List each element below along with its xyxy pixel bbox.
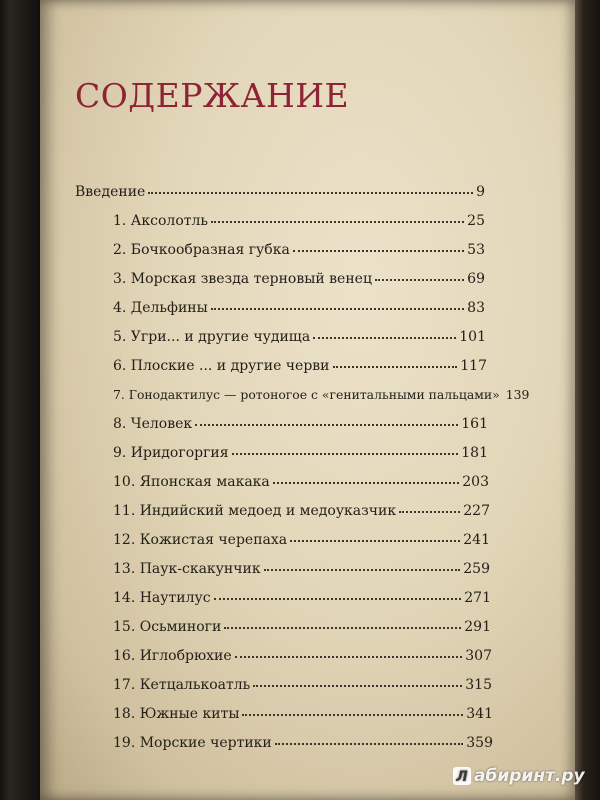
toc-entry-page: 101 — [459, 329, 486, 345]
toc-entry-introduction — [75, 184, 485, 208]
toc-entry-label: 11. Индийский медоед и медоуказчик — [113, 503, 397, 519]
toc-entry-3 — [113, 271, 485, 295]
toc-entry-5 — [113, 329, 486, 353]
dot-leader — [211, 220, 464, 223]
toc-entry-label: 7. Гонодактилус — ротоногое с «генитальными пальцами» — [113, 387, 500, 402]
dot-leader — [264, 568, 461, 571]
labirint-logo-icon — [452, 766, 472, 786]
page-title: СОДЕРЖАНИЕ — [75, 76, 350, 115]
toc-entry-label: 19. Морские чертики — [113, 735, 272, 751]
toc-entry-label: 10. Японская макака — [113, 474, 270, 490]
toc-entry-label: 1. Аксолотль — [113, 213, 209, 229]
toc-entry-label: 13. Паук-скакунчик — [113, 561, 261, 577]
toc-entry-16 — [113, 648, 492, 672]
toc-entry-page: 69 — [467, 271, 485, 287]
toc-entry-page: 271 — [464, 590, 491, 606]
toc-entry-18 — [113, 706, 493, 730]
toc-entry-page: 291 — [464, 619, 491, 635]
toc-entry-page: 227 — [463, 503, 490, 519]
toc-entry-page: 341 — [466, 706, 493, 722]
toc-entry-page: 203 — [462, 474, 489, 490]
toc-entry-label: 2. Бочкообразная губка — [113, 242, 290, 258]
toc-entry-page: 241 — [463, 532, 490, 548]
toc-entry-6 — [113, 358, 487, 382]
toc-entry-page: 359 — [466, 735, 493, 751]
dot-leader — [290, 539, 460, 542]
toc-entry-label: 12. Кожистая черепаха — [113, 532, 288, 548]
toc-entry-page: 117 — [460, 358, 487, 374]
toc-entry-15 — [113, 619, 491, 643]
toc-entry-label: Введение — [75, 184, 146, 200]
toc-entry-page: 25 — [467, 213, 485, 229]
dot-leader — [224, 626, 461, 629]
dot-leader — [235, 655, 463, 658]
dot-leader — [195, 423, 458, 426]
dot-leader — [273, 481, 460, 484]
toc-entry-14 — [113, 590, 491, 614]
dot-leader — [375, 278, 464, 281]
dot-leader — [333, 365, 458, 368]
dot-leader — [399, 510, 460, 513]
toc-entry-11 — [113, 503, 490, 527]
toc-entry-label: 3. Морская звезда терновый венец — [113, 271, 372, 287]
toc-entry-19 — [113, 735, 493, 759]
toc-entry-9 — [113, 445, 488, 469]
labirint-watermark — [452, 766, 585, 786]
toc-entry-8 — [113, 416, 488, 440]
dot-leader — [293, 249, 464, 252]
toc-entry-page: 307 — [465, 648, 492, 664]
toc-entry-label: 6. Плоские ... и другие черви — [113, 358, 330, 374]
toc-entry-17 — [113, 677, 492, 701]
toc-entry-page: 9 — [476, 184, 485, 200]
dot-leader — [253, 684, 462, 687]
toc-entry-label: 16. Иглобрюхие — [113, 648, 232, 664]
toc-entry-label: 8. Человек — [113, 416, 193, 432]
toc-entry-13 — [113, 561, 490, 585]
toc-entry-7 — [113, 387, 530, 411]
toc-entry-label: 5. Угри... и другие чудища — [113, 329, 311, 345]
toc-entry-page: 315 — [465, 677, 492, 693]
dot-leader — [275, 742, 464, 745]
toc-entry-page: 161 — [461, 416, 488, 432]
toc-entry-page: 53 — [467, 242, 485, 258]
watermark-text: абиринт.ру — [474, 766, 585, 786]
svg-text:Л: Л — [456, 769, 468, 785]
toc-entry-12 — [113, 532, 490, 556]
toc-entry-page: 181 — [461, 445, 488, 461]
toc-entry-2 — [113, 242, 485, 266]
dot-leader — [242, 713, 463, 716]
dot-leader — [148, 191, 473, 194]
toc-entry-page: 259 — [463, 561, 490, 577]
toc-entry-label: 14. Наутилус — [113, 590, 211, 606]
toc-entry-label: 15. Осьминоги — [113, 619, 222, 635]
dot-leader — [211, 307, 464, 310]
toc-entry-label: 18. Южные киты — [113, 706, 240, 722]
toc-entry-1 — [113, 213, 485, 237]
toc-entry-page: 83 — [467, 300, 485, 316]
dot-leader — [214, 597, 462, 600]
toc-entry-10 — [113, 474, 489, 498]
toc-entry-label: 17. Кетцалькоатль — [113, 677, 251, 693]
dot-leader — [232, 452, 459, 455]
book-edge — [575, 0, 600, 800]
dot-leader — [313, 336, 456, 339]
toc-entry-4 — [113, 300, 485, 324]
toc-entry-label: 4. Дельфины — [113, 300, 208, 316]
toc-entry-page: 139 — [505, 387, 530, 402]
toc-entry-label: 9. Иридогоргия — [113, 445, 229, 461]
